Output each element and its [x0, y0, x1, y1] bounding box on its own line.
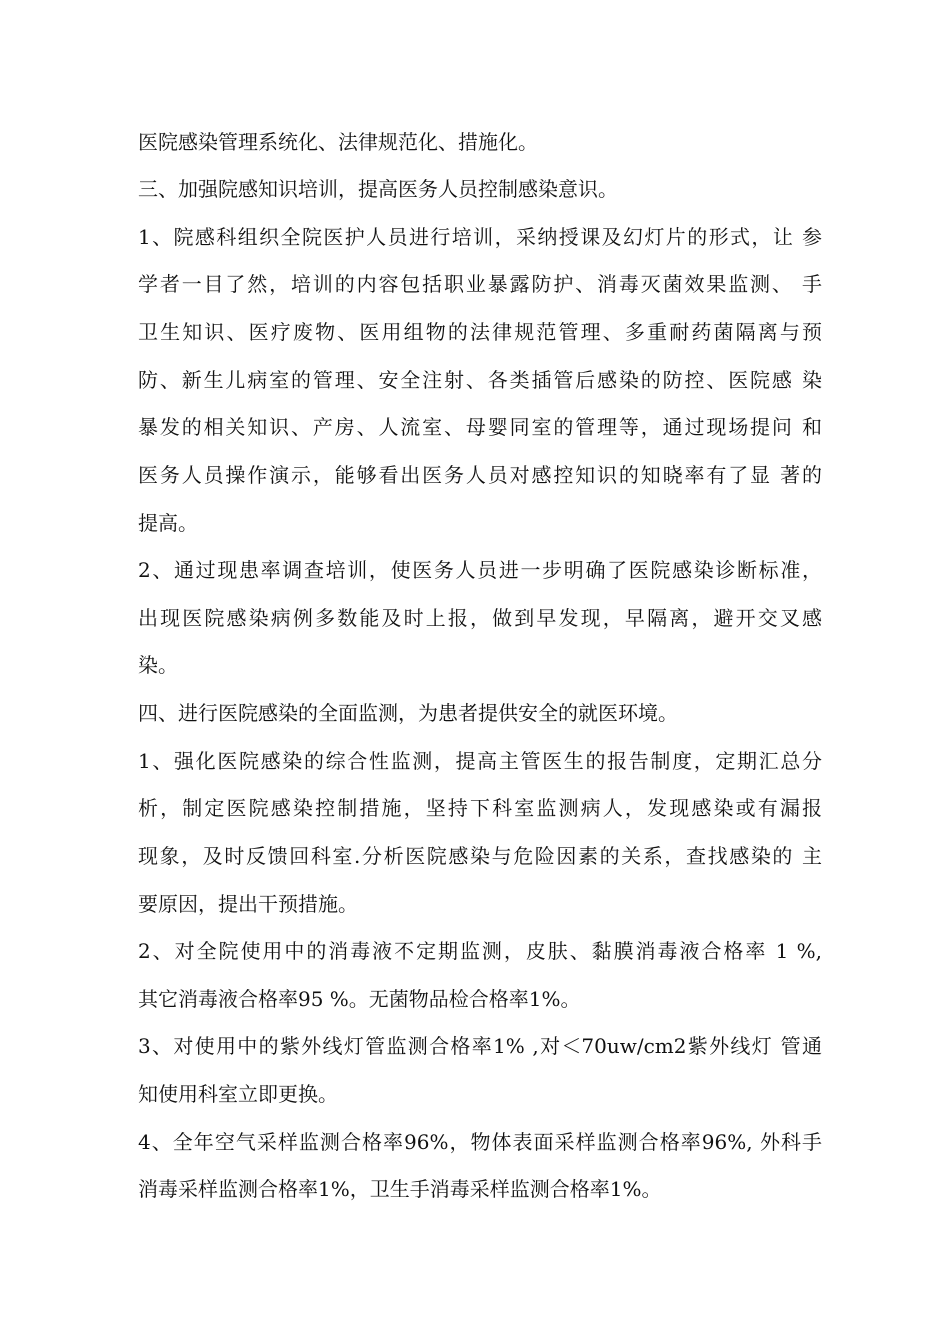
text-line-17: 要原因，提出干预措施。	[138, 892, 358, 916]
text-line-14: 1、强化医院感染的综合性监测，提高主管医生的报告制度，定期汇总分	[138, 749, 822, 773]
text-line-22: 4、全年空气采样监测合格率96%，物体表面采样监测合格率96%, 外科手	[138, 1130, 822, 1154]
text-line-9: 提高。	[138, 511, 198, 535]
text-line-8: 医务人员操作演示，能够看出医务人员对感控知识的知晓率有了显 著的	[138, 463, 822, 487]
text-line-7: 暴发的相关知识、产房、人流室、母婴同室的管理等，通过现场提问 和	[138, 415, 822, 439]
text-line-3: 1、院感科组织全院医护人员进行培训，采纳授课及幻灯片的形式，让 参	[138, 225, 822, 249]
text-line-2: 三、加强院感知识培训，提高医务人员控制感染意识。	[138, 177, 618, 201]
text-line-5: 卫生知识、医疗废物、医用组物的法律规范管理、多重耐药菌隔离与预	[138, 320, 822, 344]
text-line-19: 其它消毒液合格率95 %。无菌物品检合格率1%。	[138, 987, 581, 1011]
text-line-10: 2、通过现患率调查培训，使医务人员进一步明确了医院感染诊断标准，	[138, 558, 822, 582]
text-line-11: 出现医院感染病例多数能及时上报，做到早发现，早隔离，避开交叉感	[138, 606, 822, 630]
text-line-23: 消毒采样监测合格率1%，卫生手消毒采样监测合格率1%。	[138, 1177, 662, 1201]
text-line-16: 现象，及时反馈回科室.分析医院感染与危险因素的关系，查找感染的 主	[138, 844, 822, 868]
text-line-18: 2、对全院使用中的消毒液不定期监测，皮肤、黏膜消毒液合格率 1 %,	[138, 939, 822, 963]
text-line-21: 知使用科室立即更换。	[138, 1082, 338, 1106]
text-line-4: 学者一目了然，培训的内容包括职业暴露防护、消毒灭菌效果监测、 手	[138, 272, 822, 296]
text-line-13: 四、进行医院感染的全面监测，为患者提供安全的就医环境。	[138, 701, 678, 725]
text-line-12: 染。	[138, 653, 178, 677]
text-line-20: 3、对使用中的紫外线灯管监测合格率1% ,对＜70uw/cm2紫外线灯 管通	[138, 1034, 822, 1058]
text-line-6: 防、新生儿病室的管理、安全注射、各类插管后感染的防控、医院感 染	[138, 368, 822, 392]
text-line-15: 析，制定医院感染控制措施，坚持下科室监测病人，发现感染或有漏报	[138, 796, 822, 820]
text-line-1: 医院感染管理系统化、法律规范化、措施化。	[138, 130, 538, 154]
